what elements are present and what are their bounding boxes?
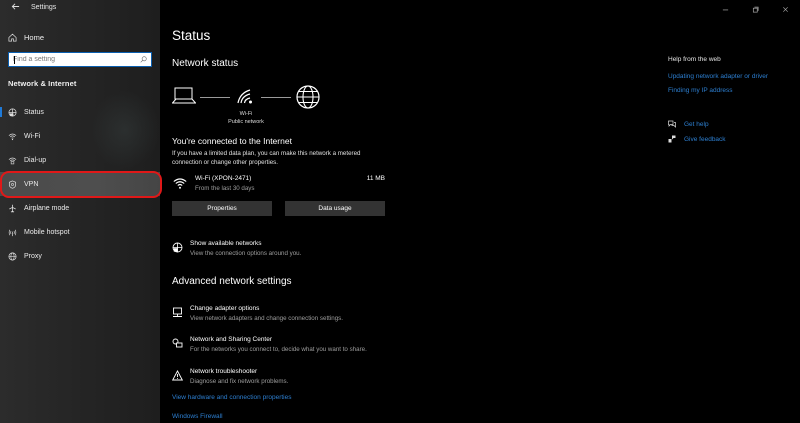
get-help-label: Get help (684, 120, 709, 128)
status-globe-icon (8, 108, 17, 117)
hotspot-icon (8, 228, 17, 237)
dialup-icon (8, 156, 17, 165)
search-icon (140, 56, 147, 63)
network-troubleshooter[interactable] (172, 368, 412, 390)
search-box[interactable] (8, 52, 152, 67)
sidebar-item-vpn[interactable] (0, 172, 160, 196)
troubleshooter-title: Network troubleshooter (190, 368, 258, 375)
globe-icon (296, 85, 320, 109)
network-status-heading: Network status (172, 58, 239, 69)
warning-icon (172, 370, 183, 381)
help-title: Help from the web (668, 56, 721, 63)
sidebar-item-airplane-mode[interactable] (0, 196, 160, 220)
sidebar-item-label: Airplane mode (24, 204, 70, 212)
connected-description: If you have a limited data plan, you can make this network a metered connection or change other properties. (172, 150, 361, 166)
sidebar-item-label: Proxy (24, 252, 42, 260)
connected-title: You're connected to the Internet (172, 136, 292, 146)
sidebar-item-wifi[interactable] (0, 124, 160, 148)
search-input[interactable] (9, 56, 140, 63)
sidebar (0, 0, 160, 423)
network-sharing-center[interactable] (172, 336, 412, 358)
sharing-center-icon (172, 338, 183, 349)
troubleshooter-desc: Diagnose and fix network problems. (190, 378, 289, 385)
windows-firewall-link[interactable]: Windows Firewall (172, 413, 223, 420)
get-help-icon (668, 120, 676, 128)
window-controls (710, 0, 800, 18)
restore-icon (752, 6, 759, 13)
app-title: Settings (31, 4, 57, 11)
back-button[interactable] (8, 2, 22, 16)
hardware-properties-link[interactable]: View hardware and connection properties (172, 394, 292, 401)
data-usage-value: 11 MB (366, 175, 385, 182)
available-networks-icon (172, 242, 183, 253)
title-bar (0, 0, 160, 18)
show-available-networks[interactable] (172, 240, 412, 262)
give-feedback-link[interactable] (668, 134, 726, 144)
adapter-icon (172, 307, 183, 318)
home-link[interactable] (8, 30, 44, 44)
minimize-icon (722, 6, 729, 13)
main-content (172, 0, 632, 423)
adapter-options-desc: View network adapters and change connection settings. (190, 315, 343, 322)
help-link-adapter-driver[interactable]: Updating network adapter or driver (668, 73, 769, 80)
sidebar-item-label: Wi-Fi (24, 132, 41, 140)
wifi-icon (8, 132, 17, 141)
sharing-center-title: Network and Sharing Center (190, 336, 273, 343)
vpn-shield-icon (8, 180, 17, 189)
text-caret (14, 56, 15, 64)
data-usage-button[interactable]: Data usage (285, 201, 385, 216)
wifi-icon (236, 87, 256, 105)
proxy-globe-icon (8, 252, 17, 261)
sidebar-item-label: VPN (24, 180, 39, 188)
close-button[interactable] (770, 0, 800, 18)
advanced-heading: Advanced network settings (172, 276, 292, 287)
restore-button[interactable] (740, 0, 770, 18)
feedback-icon (668, 135, 676, 143)
show-networks-desc: View the connection options around you. (190, 250, 302, 257)
sidebar-item-status[interactable] (0, 100, 160, 124)
airplane-icon (8, 204, 17, 213)
close-icon (782, 6, 789, 13)
network-diagram (172, 85, 332, 130)
section-label: Network & Internet (8, 79, 77, 88)
properties-button[interactable]: Properties (172, 201, 272, 216)
adapter-options-title: Change adapter options (190, 305, 260, 312)
network-label: Wi-Fi (239, 111, 253, 117)
change-adapter-options[interactable] (172, 305, 412, 327)
sidebar-item-label: Mobile hotspot (24, 228, 70, 236)
network-type: Public network (228, 119, 264, 125)
minimize-button[interactable] (710, 0, 740, 18)
sidebar-item-label: Dial-up (24, 156, 47, 164)
page-title: Status (172, 28, 211, 43)
sidebar-item-mobile-hotspot[interactable] (0, 220, 160, 244)
home-icon (8, 33, 17, 42)
show-networks-title: Show available networks (190, 240, 262, 247)
help-link-ip-address[interactable]: Finding my IP address (668, 87, 733, 94)
sidebar-item-label: Status (24, 108, 44, 116)
back-arrow-icon (11, 2, 20, 11)
connector-line (261, 97, 291, 98)
sidebar-item-dialup[interactable] (0, 148, 160, 172)
sharing-center-desc: For the networks you connect to, decide what you want to share. (190, 346, 367, 353)
connection-row (172, 174, 385, 196)
laptop-icon (172, 87, 196, 105)
connection-period: From the last 30 days (195, 185, 255, 192)
sidebar-nav (0, 100, 160, 268)
home-label: Home (24, 32, 45, 42)
sidebar-item-proxy[interactable] (0, 244, 160, 268)
connector-line (200, 97, 230, 98)
get-help-link[interactable] (668, 119, 709, 129)
give-feedback-label: Give feedback (684, 135, 726, 143)
connection-name: Wi-Fi (XPON-2471) (195, 175, 252, 182)
wifi-signal-icon (173, 177, 187, 189)
